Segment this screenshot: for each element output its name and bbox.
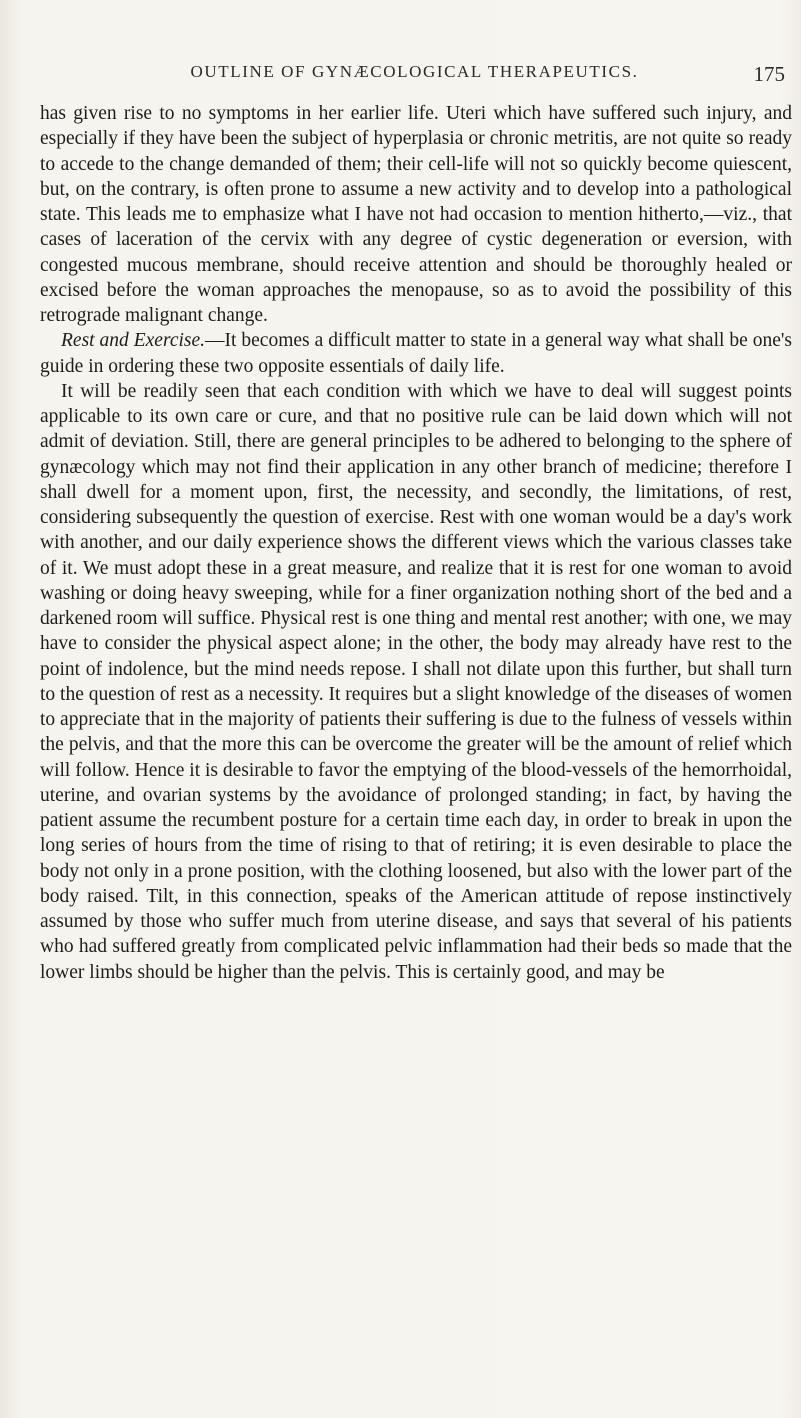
running-title: OUTLINE OF GYNÆCOLOGICAL THERAPEUTICS. xyxy=(190,62,639,81)
paragraph-continued xyxy=(40,101,792,328)
running-head xyxy=(44,62,785,90)
body-text xyxy=(40,101,792,985)
paragraph-text: —It becomes a difficult matter to state in a general way what shall be one's guide in ordering these two opposite essentials of daily life. xyxy=(40,330,792,377)
paragraph-rest-and-exercise xyxy=(40,328,792,379)
paragraph-rest-principles xyxy=(40,379,792,985)
paragraph-text: It will be readily seen that each condition with which we have to deal will suggest points applicable to its own care or cure, and that no positive rule can be laid down which will not admit of deviation. Still, there are general principles to be adhered to belonging to the sphere of gynæcology which may not find their application in any other branch of medicine; therefore I shall dwell for a moment upon, first, the necessity, and secondly, the limitations, of rest, considering subsequently the question of exercise. Rest with one woman would be a day's work with another, and our daily experience shows the different views which the various classes take of it. We must adopt these in a great measure, and realize that it is rest for one woman to avoid washing or doing heavy sweeping, while for a finer organization nothing short of the bed and a darkened room will suffice. Physical rest is one thing and mental rest another; with one, we may have to consider the physical aspect alone; in the other, the body may already have rest to the point of indolence, but the mind needs repose. I shall not dilate upon this further, but shall turn to the question of rest as a necessity. It requires but a slight knowledge of the diseases of women to appreciate that in the majority of patients their suffering is due to the fulness of vessels within the pelvis, and that the more this can be overcome the greater will be the amount of relief which will follow. Hence it is desirable to favor the emptying of the blood-vessels of the hemorrhoidal, uterine, and ovarian systems by the avoidance of prolonged standing; in fact, by having the patient assume the recumbent posture for a certain time each day, in order to break in upon the long series of hours from the time of rising to that of retiring; it is even desirable to place the body not only in a prone position, with the clothing loosened, but also with the lower part of the body raised. Tilt, in this connection, speaks of the American attitude of repose instinctively assumed by those who suffer much from uterine disease, and says that several of his patients who had suffered greatly from complicated pelvic inflammation had their beds so made that the lower limbs should be higher than the pelvis. This is certainly good, and may be xyxy=(40,380,793,983)
page-number: 175 xyxy=(753,62,785,86)
section-lead-in: Rest and Exercise. xyxy=(61,330,206,352)
paragraph-text: has given rise to no symptoms in her earlier life. Uteri which have suffered such injury, and especially if they have been the subject of hyperplasia or chronic metritis, are not quite so ready to accede to the change demanded of them; their cell-life will not so quickly become quiescent, but, on the contrary, is often prone to assume a new activity and to develop into a pathological state. This leads me to emphasize what I have not had occasion to mention hitherto,—viz., that cases of laceration of the cervix with any degree of cystic degeneration or eversion, with congested mucous membrane, should receive attention and should be thoroughly healed or excised before the woman approaches the menopause, so as to avoid the possibility of this retrograde malignant change. xyxy=(40,103,792,326)
